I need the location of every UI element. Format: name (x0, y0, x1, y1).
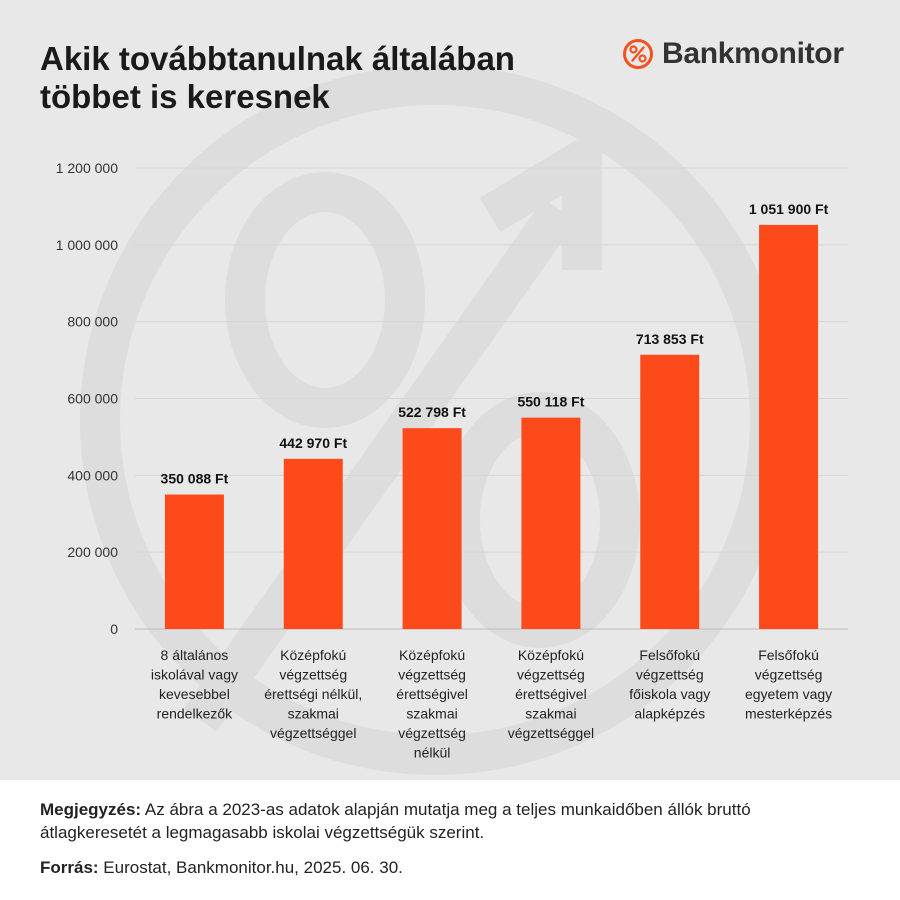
x-tick-label-line: főiskola vagy (629, 686, 711, 702)
y-tick-label: 800 000 (67, 313, 118, 330)
note-text: Az ábra a 2023-as adatok alapján mutatja meg a teljes munkaidőben állók bruttó átlagkeresetét a legmagasabb iskolai végzettségük szerint. (40, 800, 751, 842)
x-tick-label-line: végzettség (635, 666, 704, 683)
bar (521, 418, 580, 629)
source (40, 856, 860, 879)
data-label: 350 088 Ft (160, 470, 229, 487)
y-tick-label: 1 000 000 (55, 236, 118, 253)
x-tick-label-line: végzettség (398, 666, 466, 683)
x-tick-label-line: szakmai (406, 705, 458, 722)
source-label: Forrás: (40, 858, 99, 877)
y-tick-label: 200 000 (67, 544, 118, 561)
x-tick-label-line: szakmai (525, 705, 577, 722)
x-tick-label (151, 647, 238, 722)
x-tick-label-line: végzettség (754, 666, 823, 683)
bar (165, 495, 224, 629)
y-tick-label: 400 000 (67, 467, 118, 484)
x-tick-label-line: Felsőfokú (758, 647, 819, 663)
y-tick-label: 0 (110, 621, 118, 637)
x-tick-label-line: végzettséggel (270, 725, 357, 741)
bar (640, 355, 699, 629)
x-tick-label (745, 647, 832, 722)
data-label: 1 051 900 Ft (748, 200, 829, 217)
data-label: 522 798 Ft (398, 404, 466, 421)
source-text: Eurostat, Bankmonitor.hu, 2025. 06. 30. (98, 858, 403, 877)
x-tick-label-line: Középfokú (398, 647, 466, 663)
x-tick-label-line: alapképzés (634, 705, 706, 722)
x-tick-label-line: érettségi nélkül, (264, 686, 363, 702)
bar (403, 428, 462, 629)
note (40, 798, 860, 844)
x-tick-label-line: végzettség (279, 666, 348, 683)
x-tick-label-line: kevesebbel (159, 686, 230, 702)
x-tick-label-line: Felsőfokú (639, 647, 701, 663)
data-label: 713 853 Ft (635, 330, 704, 347)
x-tick-label-line: iskolával vagy (150, 666, 238, 683)
bar (759, 225, 818, 629)
x-tick-label-line: 8 általános (160, 647, 229, 663)
x-tick-label-line: egyetem vagy (744, 686, 833, 702)
bar (284, 459, 343, 629)
x-tick-label-line: Középfokú (517, 647, 585, 663)
title-line-2: többet is keresnek (40, 78, 330, 115)
title-line-1: Akik továbbtanulnak általában (40, 40, 515, 77)
x-tick-label-line: érettségivel (515, 686, 587, 702)
x-tick-label (629, 647, 710, 722)
x-tick-label-line: végzettség (517, 666, 585, 683)
x-tick-label-line: mesterképzés (745, 705, 833, 722)
brand-name: Bankmonitor (662, 37, 844, 70)
x-tick-label-line: végzettség (398, 725, 466, 741)
note-label: Megjegyzés: (40, 800, 142, 819)
x-tick-label-line: érettségivel (396, 686, 468, 702)
x-tick-label-line: végzettséggel (507, 725, 595, 741)
x-tick-label-line: nélkül (413, 744, 451, 761)
x-tick-label (508, 647, 594, 741)
x-tick-label-line: szakmai (287, 705, 339, 722)
y-tick-label: 1 200 000 (55, 160, 118, 176)
x-tick-label-line: rendelkezők (156, 705, 233, 722)
data-label: 442 970 Ft (279, 434, 348, 451)
footer (40, 798, 860, 879)
y-tick-label: 600 000 (67, 390, 118, 407)
x-tick-label-line: Középfokú (280, 647, 347, 663)
data-label: 550 118 Ft (517, 393, 585, 410)
x-tick-label (396, 647, 468, 761)
x-tick-label (264, 647, 362, 741)
